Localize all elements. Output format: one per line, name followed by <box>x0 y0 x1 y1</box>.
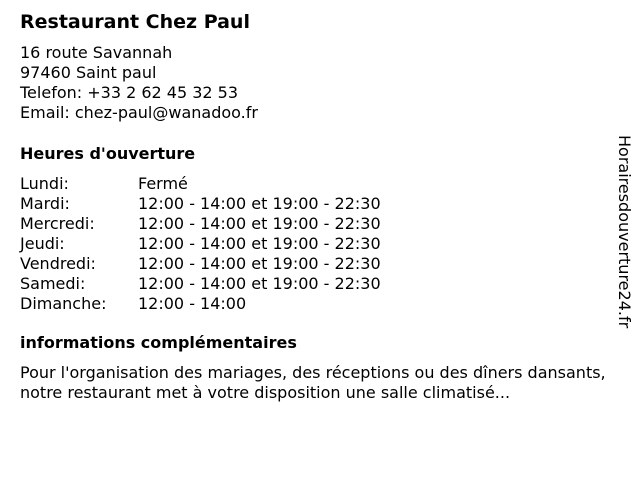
hours-row-thursday <box>20 234 610 254</box>
hours-row-wednesday <box>20 214 610 234</box>
hours-day: Samedi: <box>20 274 86 293</box>
contact-block <box>20 43 610 123</box>
watermark-text: Horairesdouverture24.fr <box>615 135 634 329</box>
hours-day: Vendredi: <box>20 254 96 273</box>
opening-hours-table <box>20 174 610 314</box>
hours-row-saturday <box>20 274 610 294</box>
hours-time: 12:00 - 14:00 et 19:00 - 22:30 <box>138 194 381 213</box>
hours-row-monday <box>20 174 610 194</box>
restaurant-name: Restaurant Chez Paul <box>20 11 250 33</box>
email-line: Email: chez-paul@wanadoo.fr <box>20 103 258 122</box>
hours-day: Mardi: <box>20 194 70 213</box>
site-watermark <box>612 135 636 345</box>
hours-time: 12:00 - 14:00 et 19:00 - 22:30 <box>138 214 381 233</box>
hours-time: 12:00 - 14:00 <box>138 294 247 313</box>
hours-day: Dimanche: <box>20 294 107 313</box>
hours-row-sunday <box>20 294 610 314</box>
additional-info-heading: informations complémentaires <box>20 333 297 352</box>
hours-row-tuesday <box>20 194 610 214</box>
hours-time: 12:00 - 14:00 et 19:00 - 22:30 <box>138 234 381 253</box>
hours-row-friday <box>20 254 610 274</box>
additional-info-text: Pour l'organisation des mariages, des réceptions ou des dîners dansants, notre restaurant met à votre disposition une salle climatisé... <box>20 363 606 402</box>
phone-line: Telefon: +33 2 62 45 32 53 <box>20 83 239 102</box>
hours-day: Lundi: <box>20 174 69 193</box>
address-street: 16 route Savannah <box>20 43 173 62</box>
opening-hours-heading: Heures d'ouverture <box>20 144 196 163</box>
hours-day: Jeudi: <box>20 234 65 253</box>
hours-time: 12:00 - 14:00 et 19:00 - 22:30 <box>138 254 381 273</box>
address-city: 97460 Saint paul <box>20 63 157 82</box>
hours-time: Fermé <box>138 174 188 193</box>
hours-day: Mercredi: <box>20 214 95 233</box>
restaurant-card <box>20 10 610 403</box>
hours-time: 12:00 - 14:00 et 19:00 - 22:30 <box>138 274 381 293</box>
